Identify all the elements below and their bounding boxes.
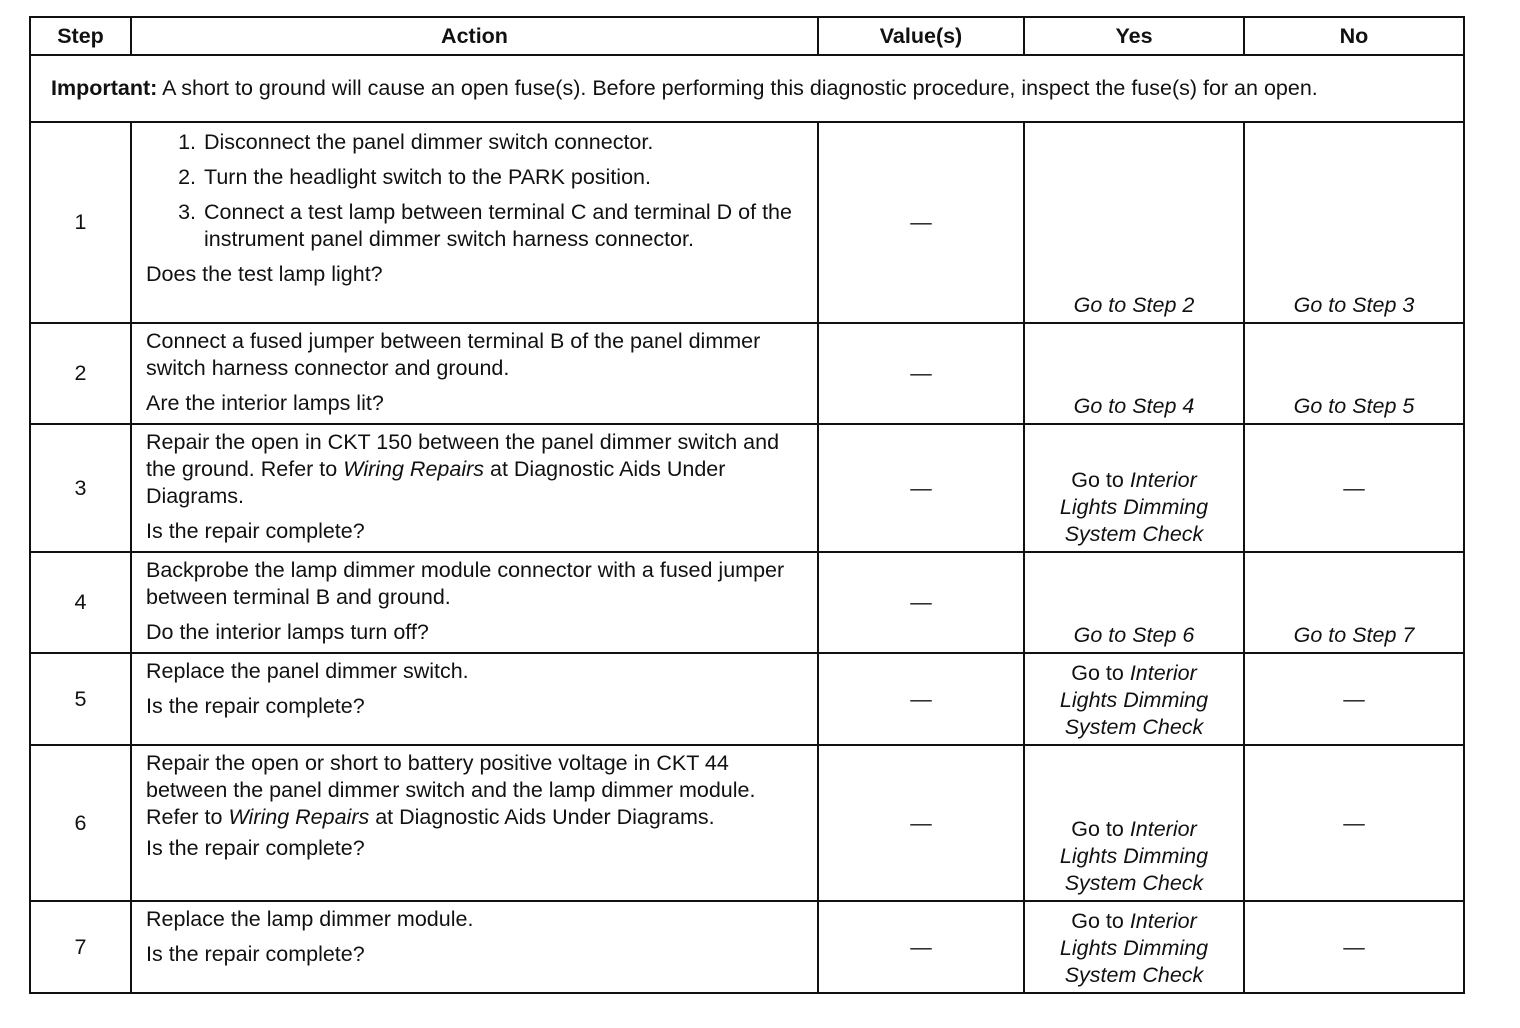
header-values: Value(s) [818, 17, 1024, 55]
action-text-pre: Repair the open in CKT 150 between the panel dimmer switch and the ground. Refer to [146, 430, 780, 481]
table-row [30, 424, 1464, 552]
header-yes: Yes [1024, 17, 1244, 55]
table-row [30, 552, 1464, 653]
action-text: Replace the panel dimmer switch. [146, 659, 469, 683]
action-cell [131, 745, 818, 901]
substep-list [146, 129, 807, 253]
no-cell: Go to Step 3 [1244, 122, 1464, 323]
action-text [146, 750, 807, 831]
action-question: Is the repair complete? [146, 694, 365, 718]
system-check-reference: Interior Lights Dimming System Check [1059, 661, 1209, 739]
yes-goto: Go to [1071, 661, 1130, 685]
yes-cell [1024, 424, 1244, 552]
header-step: Step [30, 17, 131, 55]
header-action: Action [131, 17, 818, 55]
step-number: 2 [30, 323, 131, 424]
yes-goto: Go to [1071, 909, 1130, 933]
action-text: Replace the lamp dimmer module. [146, 907, 474, 931]
action-text: Backprobe the lamp dimmer module connector with a fused jumper between terminal B and ground. [146, 558, 785, 609]
step-number: 1 [30, 122, 131, 323]
table-row [30, 745, 1464, 901]
value-cell: — [818, 653, 1024, 745]
diagnostic-table-container [29, 16, 1465, 994]
yes-cell: Go to Step 2 [1024, 122, 1244, 323]
yes-cell [1024, 745, 1244, 901]
yes-cell: Go to Step 4 [1024, 323, 1244, 424]
header-row [30, 17, 1464, 55]
action-text-post: at Diagnostic Aids Under Diagrams. [146, 457, 726, 508]
yes-cell: Go to Step 6 [1024, 552, 1244, 653]
table-row [30, 901, 1464, 993]
value-cell: — [818, 323, 1024, 424]
value-cell: — [818, 745, 1024, 901]
action-cell [131, 653, 818, 745]
step-number: 4 [30, 552, 131, 653]
action-question: Do the interior lamps turn off? [146, 620, 429, 644]
no-cell: Go to Step 5 [1244, 323, 1464, 424]
action-text-post: at Diagnostic Aids Under Diagrams. [369, 805, 715, 829]
step-number: 3 [30, 424, 131, 552]
value-cell: — [818, 901, 1024, 993]
action-question: Is the repair complete? [146, 836, 365, 860]
yes-cell [1024, 653, 1244, 745]
action-question: Is the repair complete? [146, 942, 365, 966]
value-cell: — [818, 424, 1024, 552]
important-row [30, 55, 1464, 122]
action-text: Connect a fused jumper between terminal B of the panel dimmer switch harness connector and ground. [146, 329, 761, 380]
step-number: 5 [30, 653, 131, 745]
substep-item: 1. Disconnect the panel dimmer switch connector. [202, 129, 807, 156]
header-no: No [1244, 17, 1464, 55]
substep-item: 2. Turn the headlight switch to the PARK position. [202, 164, 807, 191]
important-note [30, 55, 1464, 122]
yes-goto: Go to [1071, 468, 1130, 492]
system-check-reference: Interior Lights Dimming System Check [1059, 468, 1209, 546]
action-cell [131, 552, 818, 653]
important-text: A short to ground will cause an open fuse(s). Before performing this diagnostic procedure, inspect the fuse(s) for an open. [157, 76, 1318, 100]
table-row [30, 122, 1464, 323]
no-cell: — [1244, 424, 1464, 552]
action-text-pre: Repair the open or short to battery positive voltage in CKT 44 between the panel dimmer switch and the lamp dimmer module. Refer to [146, 751, 756, 829]
action-question: Does the test lamp light? [146, 262, 383, 286]
step-number: 6 [30, 745, 131, 901]
wiring-repairs-reference: Wiring Repairs [343, 457, 485, 481]
no-cell: Go to Step 7 [1244, 552, 1464, 653]
step-number: 7 [30, 901, 131, 993]
table-row [30, 323, 1464, 424]
wiring-repairs-reference: Wiring Repairs [228, 805, 370, 829]
action-question: Is the repair complete? [146, 519, 365, 543]
action-cell [131, 424, 818, 552]
yes-cell [1024, 901, 1244, 993]
important-label: Important: [51, 76, 158, 100]
diagnostic-table [29, 16, 1465, 994]
system-check-reference: Interior Lights Dimming System Check [1059, 909, 1209, 987]
value-cell: — [818, 552, 1024, 653]
system-check-reference: Interior Lights Dimming System Check [1059, 817, 1209, 895]
no-cell: — [1244, 901, 1464, 993]
value-cell: — [818, 122, 1024, 323]
yes-goto: Go to [1071, 817, 1130, 841]
action-cell [131, 901, 818, 993]
no-cell: — [1244, 653, 1464, 745]
action-cell [131, 122, 818, 323]
action-question: Are the interior lamps lit? [146, 391, 384, 415]
action-text [146, 429, 807, 510]
table-row [30, 653, 1464, 745]
no-cell: — [1244, 745, 1464, 901]
action-cell [131, 323, 818, 424]
substep-item: 3. Connect a test lamp between terminal C and terminal D of the instrument panel dimmer switch harness connector. [202, 199, 807, 253]
